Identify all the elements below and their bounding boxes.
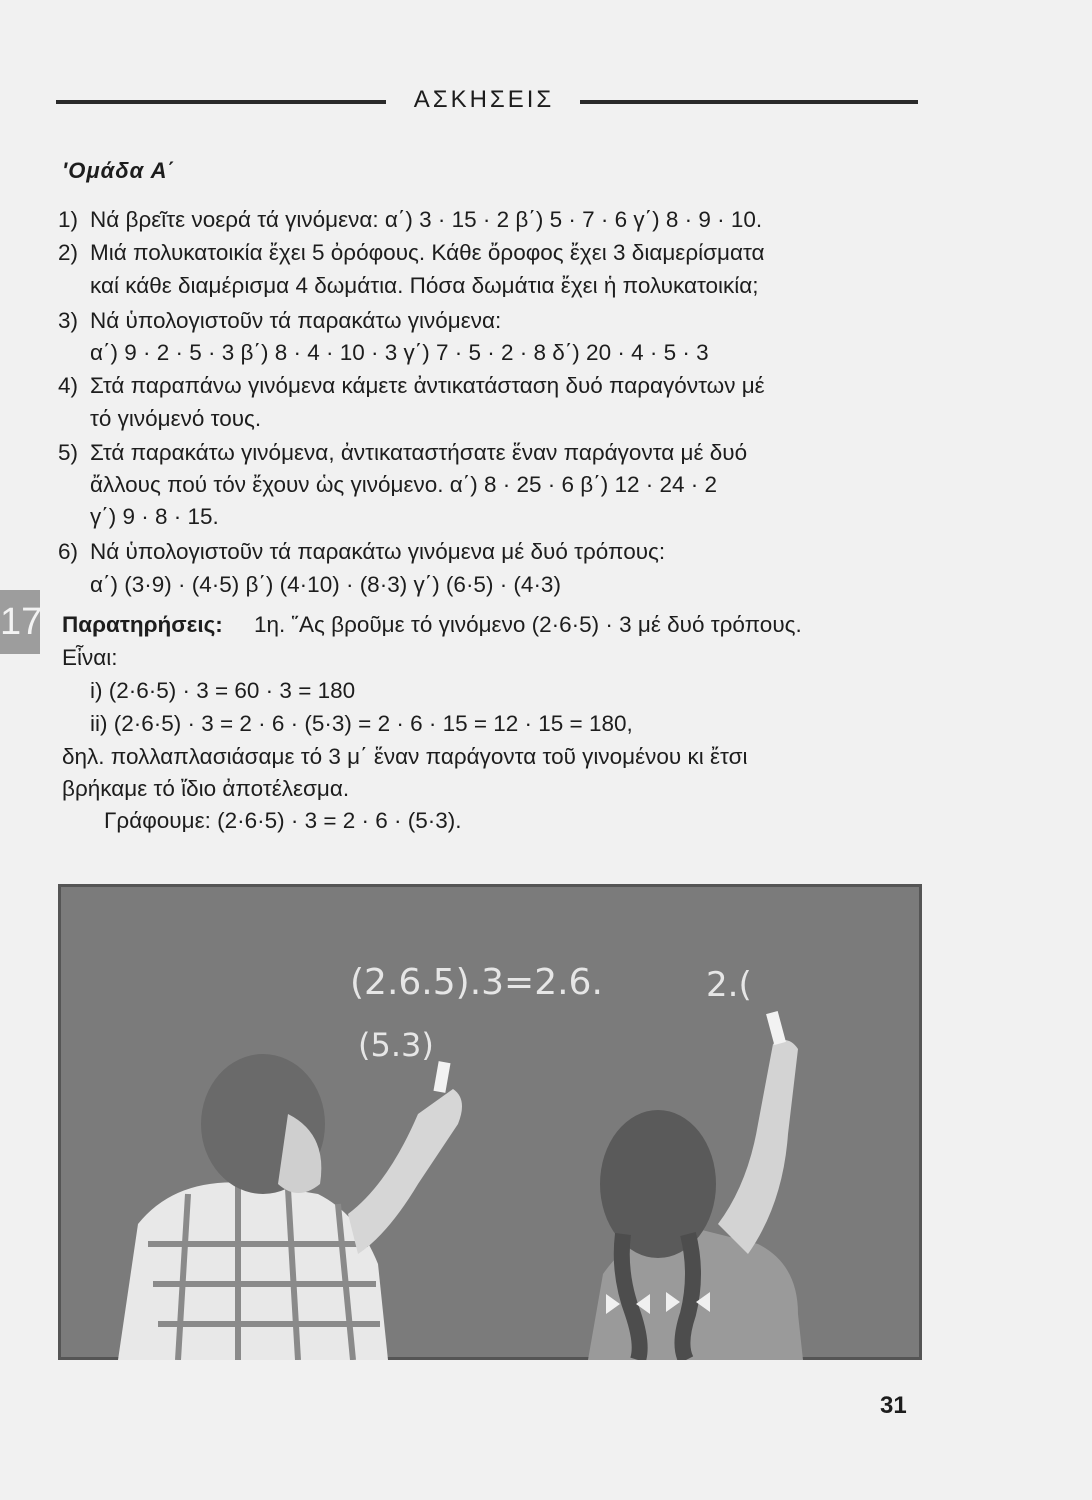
exercise-2-number: 2)	[58, 240, 79, 265]
page-number: 31	[880, 1392, 907, 1419]
exercise-3-line-2: α΄) 9 · 2 · 5 · 3 β΄) 8 · 4 · 10 · 3 γ΄) 7 · 5 · 2 · 8 δ΄) 20 · 4 · 5 · 3	[90, 340, 709, 365]
exercise-6-line-2: α΄) (3·9) · (4·5) β΄) (4·10) · (8·3) γ΄) (6·5) · (4·3)	[90, 572, 561, 597]
exercise-3-line-1: Νά ὑπολογιστοῦν τά παρακάτω γινόμενα:	[90, 308, 502, 333]
header-rule-right	[580, 100, 918, 104]
remarks-line-2: i) (2·6·5) · 3 = 60 · 3 = 180	[90, 678, 356, 703]
exercise-4-line-2: τό γινόμενό τους.	[90, 406, 262, 431]
chalkboard-illustration	[58, 884, 922, 1360]
exercise-6-line-1: Νά ὑπολογιστοῦν τά παρακάτω γινόμενα μέ δυό τρόπους:	[90, 539, 666, 564]
board-text-second: (5.3)	[358, 1026, 434, 1064]
exercise-2-line-1: Μιά πολυκατοικία ἔχει 5 ὀρόφους. Κάθε ὄροφος ἔχει 3 διαμερίσματα	[90, 240, 765, 265]
remarks-line-6: Γράφουμε: (2·6·5) · 3 = 2 · 6 · (5·3).	[104, 808, 462, 833]
exercise-5-line-1: Στά παρακάτω γινόμενα, ἀντικαταστήσατε ἕναν παράγοντα μέ δυό	[90, 440, 748, 465]
chalkboard-scene	[58, 884, 922, 1360]
remarks-line-3: ii) (2·6·5) · 3 = 2 · 6 · (5·3) = 2 · 6 · 15 = 12 · 15 = 180,	[90, 711, 633, 736]
exercise-2-line-2: καί κάθε διαμέρισμα 4 δωμάτια. Πόσα δωμάτια ἔχει ἡ πολυκατοικία;	[90, 273, 759, 298]
remarks-first-line: 1η. ῞Ας βροῦμε τό γινόμενο (2·6·5) · 3 μέ δυό τρόπους.	[254, 612, 802, 637]
exercise-1-number: 1)	[58, 207, 79, 232]
exercise-5-number: 5)	[58, 440, 79, 465]
chapter-tab: 17	[0, 590, 40, 654]
exercise-3-number: 3)	[58, 308, 79, 333]
exercise-1-line-1: Νά βρεῖτε νοερά τά γινόμενα: α΄) 3 · 15 · 2 β΄) 5 · 7 · 6 γ΄) 8 · 9 · 10.	[90, 207, 763, 232]
remarks-line-1: Εἶναι:	[62, 645, 118, 670]
remarks-line-5: βρήκαμε τό ἴδιο ἀποτέλεσμα.	[62, 776, 350, 801]
remarks-line-4: δηλ. πολλαπλασιάσαμε τό 3 μ΄ ἕναν παράγοντα τοῦ γινομένου κι ἔτσι	[62, 744, 748, 769]
exercise-6-number: 6)	[58, 539, 79, 564]
exercise-4-line-1: Στά παραπάνω γινόμενα κάμετε ἀντικατάσταση δυό παραγόντων μέ	[90, 373, 765, 398]
board-text-right: 2.(	[706, 965, 752, 1005]
exercise-4-number: 4)	[58, 373, 79, 398]
header-rule-left	[56, 100, 386, 104]
exercise-5-line-3: γ΄) 9 · 8 · 15.	[90, 504, 219, 529]
remarks-label: Παρατηρήσεις:	[62, 612, 223, 637]
exercise-5-line-2: ἄλλους πού τόν ἔχουν ὡς γινόμενο. α΄) 8 · 25 · 6 β΄) 12 · 24 · 2	[90, 472, 718, 497]
board-text-main: (2.6.5).3=2.6.	[350, 962, 603, 1003]
group-label: 'Ομάδα Α΄	[62, 158, 176, 183]
section-title: ΑΣΚΗΣΕΙΣ	[413, 86, 555, 113]
